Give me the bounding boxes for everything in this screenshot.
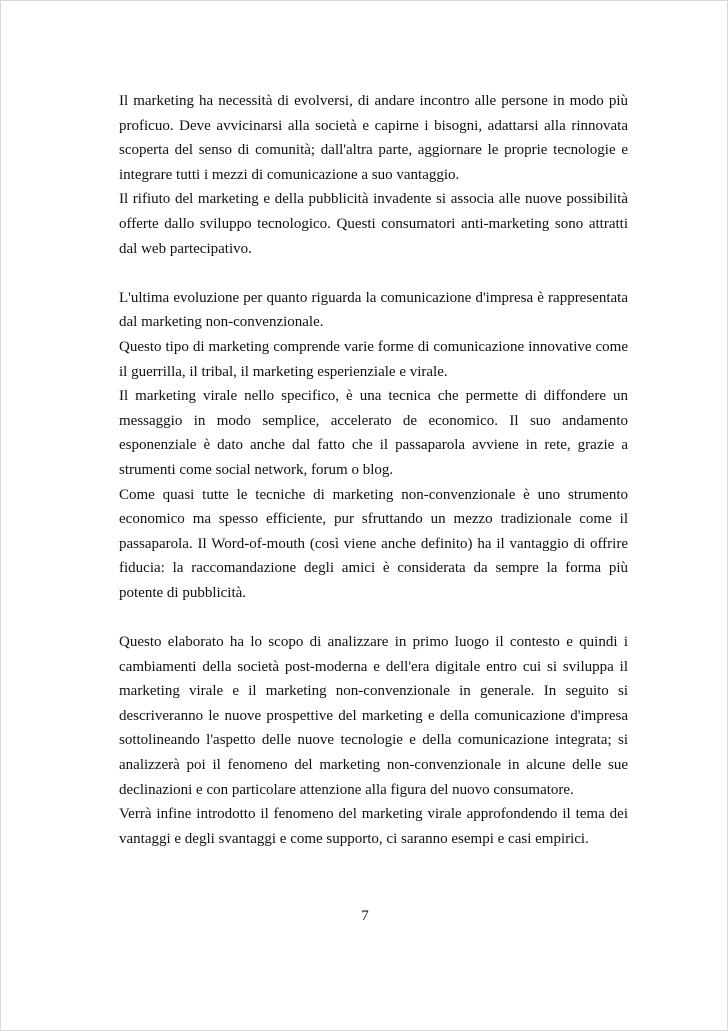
paragraph-7: Questo elaborato ha lo scopo di analizzare in primo luogo il contesto e quindi i cambiamenti della società post-moderna e dell'era digitale entro cui si sviluppa il marketing virale e il marketing non-convenzionale in generale. In seguito si descriveranno le nuove prospettive del marketing e della comunicazione d'impresa sottolineando l'aspetto delle nuove tecnologie e della comunicazione integrata; si analizzerà poi il fenomeno del marketing non-convenzionale in alcune delle sue declinazioni e con particolare attenzione alla figura del nuovo consumatore. — [119, 634, 628, 798]
page-number: 7 — [361, 908, 369, 924]
paragraph-2: Il rifiuto del marketing e della pubblicità invadente si associa alle nuove possibilità offerte dallo sviluppo tecnologico. Questi consumatori anti-marketing sono attratti dal web partecipativo. — [119, 191, 628, 257]
paragraph-1: Il marketing ha necessità di evolversi, di andare incontro alle persone in modo più proficuo. Deve avvicinarsi alla società e capirne i bisogni, adattarsi alla rinnovata scoperta del senso di comunità; dall'altra parte, aggiornare le proprie tecnologie e integrare tutti i mezzi di comunicazione a suo vantaggio. — [119, 93, 628, 183]
paragraph-5: Il marketing virale nello specifico, è una tecnica che permette di diffondere un messaggio in modo semplice, accelerato de economico. Il suo andamento esponenziale è dato anche dal fatto che il passaparola avviene in rete, grazie a strumenti come social network, forum o blog. — [119, 388, 628, 478]
paragraph-8: Verrà infine introdotto il fenomeno del marketing virale approfondendo il tema dei vantaggi e degli svantaggi e come supporto, ci saranno esempi e casi empirici. — [119, 806, 628, 847]
paragraph-4: Questo tipo di marketing comprende varie forme di comunicazione innovative come il guerrilla, il tribal, il marketing esperienziale e virale. — [119, 338, 628, 380]
paragraph-6: Come quasi tutte le tecniche di marketing non-convenzionale è uno strumento economico ma spesso efficiente, pur sfruttando un mezzo tradizionale come il passaparola. Il Word-of-mouth (così viene anche definito) ha il vantaggio di offrire fiducia: la raccomandazione degli amici è considerata da sempre la forma più potente di pubblicità. — [119, 486, 628, 601]
paragraph-3: L'ultima evoluzione per quanto riguarda la comunicazione d'impresa è rappresentata dal marketing non-convenzionale. — [119, 289, 628, 331]
body-text — [119, 89, 628, 851]
